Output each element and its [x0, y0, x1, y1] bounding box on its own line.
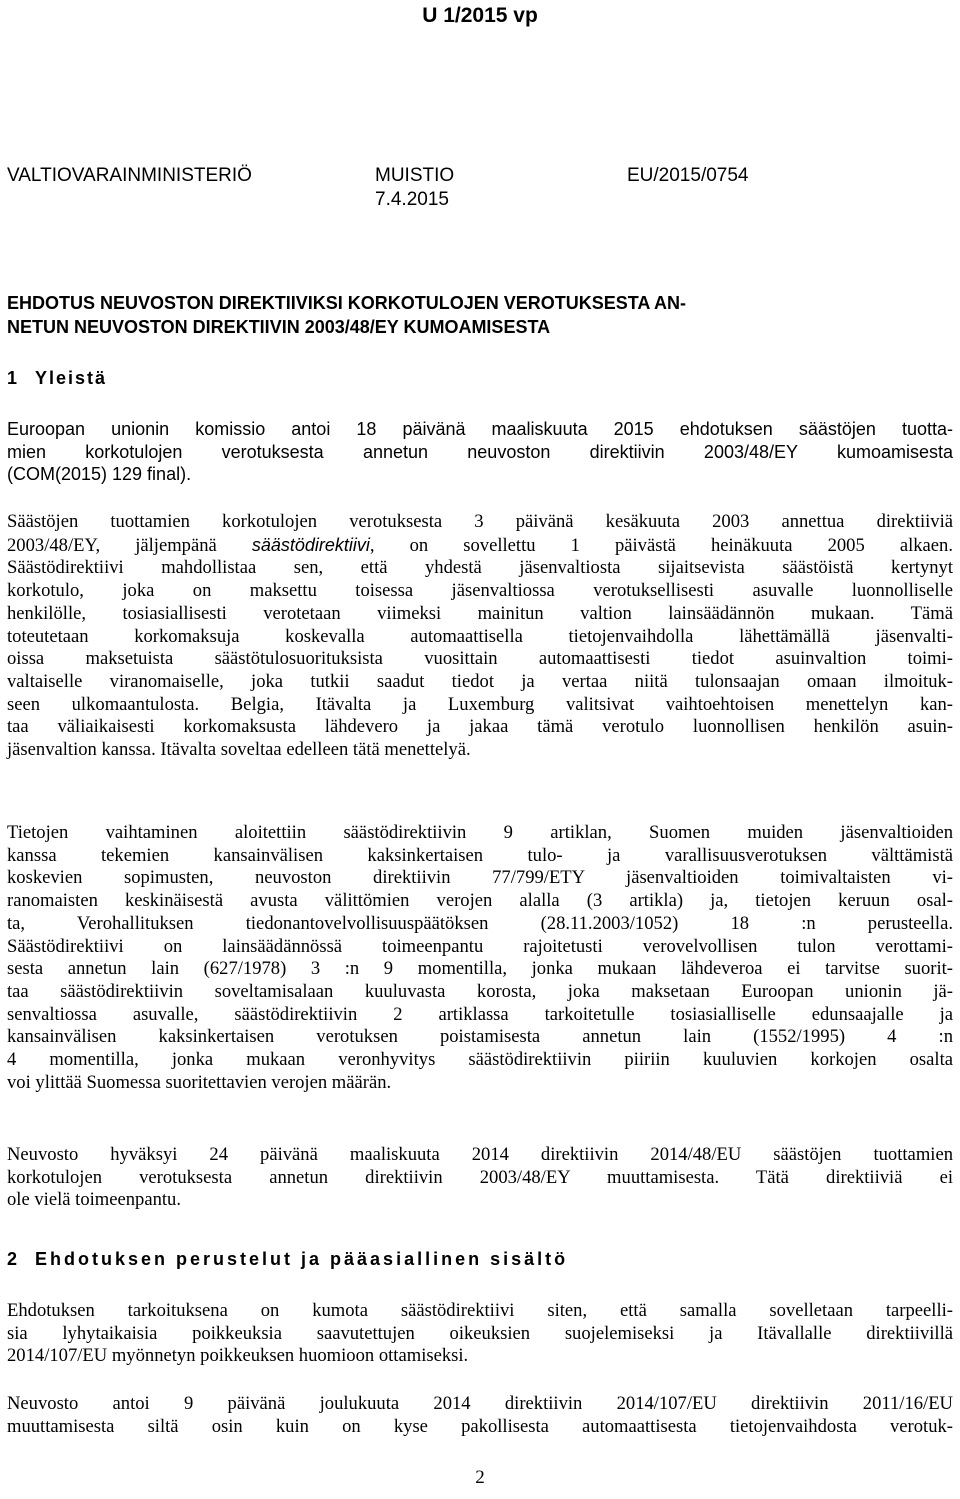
section-heading-rationale	[7, 1247, 568, 1271]
paragraph-line: Säästödirektiivi on lainsäädännössä toimeenpantu rajoitetusti verovelvollisen tulon verottami-	[7, 935, 953, 957]
header-date: 7.4.2015	[375, 189, 449, 210]
header-document-type: MUISTIO	[375, 165, 455, 186]
paragraph-line: toteutetaan korkomaksuja koskevalla automaattisella tietojenvaihdolla lähettämällä jäsenvalti-	[7, 625, 953, 647]
section-number: 1	[7, 368, 18, 388]
paragraph-line: Euroopan unionin komissio antoi 18 päivänä maaliskuuta 2015 ehdotuksen säästöjen tuotta-	[7, 419, 953, 439]
paragraph-line: oissa maksetuista säästötulosuorituksista vuosittain automaattisesti tiedot asuinvaltion toimi-	[7, 648, 953, 670]
paragraph-line: Neuvosto antoi 9 päivänä joulukuuta 2014 direktiivin 2014/107/EU direktiivin 2011/16/EU	[7, 1393, 953, 1414]
paragraph-line	[7, 534, 953, 558]
paragraph-line: voi ylittää Suomessa suoritettavien verojen määrän.	[7, 1071, 392, 1093]
page-number: 2	[475, 1467, 485, 1488]
paragraph-proposal-intro	[7, 418, 953, 486]
paragraph-line: henkilölle, tosiasiallisesti verotetaan viimeksi mainitun valtion lainsäädännön mukaan. Tämä	[7, 602, 953, 624]
paragraph-line: kansainvälisen kaksinkertaisen verotuksen poistamisesta annetun lain (1552/1995) 4 :n	[7, 1026, 953, 1048]
paragraph-line: seen ulkomaantulosta. Belgia, Itävalta ja Luxemburg valitsivat vaihtoehtoisen menettelyn kan-	[7, 693, 953, 715]
paragraph-line: (COM(2015) 129 final).	[7, 464, 192, 485]
paragraph-line: ta, Verohallituksen tiedonantovelvollisuuspäätöksen (28.11.2003/1052) 18 :n perusteella.	[7, 912, 953, 934]
paragraph-line: taa väliaikaisesti korkomaksusta lähdevero ja jakaa tämä verotulo luonnollisen henkilön asuin-	[7, 716, 953, 738]
paragraph-line: ole vielä toimeenpantu.	[7, 1189, 181, 1211]
text-run: 2003/48/EY, jäljempänä	[7, 534, 252, 556]
paragraph-line: korkotulojen verotuksesta annetun direktiivin 2003/48/EY muuttamisesta. Tätä direktiiviä ei	[7, 1166, 953, 1188]
paragraph-line: kanssa tekemien kansainvälisen kaksinkertaisen tulo- ja varallisuusverotuksen välttämistä	[7, 844, 953, 866]
text-run: , on sovellettu 1 päivästä heinäkuuta 2005 alkaen.	[369, 534, 953, 556]
section-title: Ehdotuksen perustelut ja pääasiallinen sisältö	[35, 1249, 569, 1269]
document-title	[7, 291, 953, 339]
paragraph-line: senvaltiossa asuvalle, säästödirektiivin 2 artiklassa tarkoitetulle tosiasialliselle edunsaajalle ja	[7, 1003, 953, 1025]
italic-term: säästödirektiivi	[251, 534, 370, 555]
paragraph-line: koskevien sopimusten, neuvoston direktiivin 77/799/ETY jäsenvaltioiden toimivaltaisten vi-	[7, 867, 953, 889]
paragraph-line: mien korkotulojen verotuksesta annetun neuvoston direktiivin 2003/48/EY kumoamisesta	[7, 441, 953, 462]
header-reference: EU/2015/0754	[627, 165, 749, 186]
header-organization: VALTIOVARAINMINISTERIÖ	[7, 165, 252, 186]
section-title: Yleistä	[35, 368, 108, 388]
paragraph-line: sia lyhytaikaisia poikkeuksia saavutettujen oikeuksien suojelemiseksi ja Itävallalle direktiivillä	[7, 1322, 953, 1344]
paragraph-line: Neuvosto hyväksyi 24 päivänä maaliskuuta 2014 direktiivin 2014/48/EU säästöjen tuottamien	[7, 1144, 953, 1165]
paragraph-line: muuttamisesta siltä osin kuin on kyse pakollisesta automaattisesta tietojenvaihdosta verotuk-	[7, 1415, 953, 1437]
paragraph-proposal-purpose	[7, 1300, 953, 1368]
paragraph-line: Ehdotuksen tarkoituksena on kumota säästödirektiivi siten, että samalla sovelletaan tarpeelli-	[7, 1300, 953, 1321]
title-line: NETUN NEUVOSTON DIREKTIIVIN 2003/48/EY KUMOAMISESTA	[7, 317, 551, 337]
paragraph-line: valtaiselle viranomaiselle, joka tutkii saadut tiedot ja vertaa niitä tulonsaajan omaan ilmoituk-	[7, 670, 953, 692]
paragraph-line: Säästödirektiivi mahdollistaa sen, että yhdestä jäsenvaltiosta sijaitsevista säästöistä kertynyt	[7, 557, 953, 579]
paragraph-savings-directive	[7, 511, 953, 762]
paragraph-line: Säästöjen tuottamien korkotulojen verotuksesta 3 päivänä kesäkuuta 2003 annettua direktiiviä	[7, 511, 953, 532]
paragraph-line: 4 momentilla, jonka mukaan veronhyvitys säästödirektiivin piiriin kuuluvien korkojen osalta	[7, 1049, 953, 1071]
paragraph-directive-2014-107	[7, 1393, 953, 1438]
document-id: U 1/2015 vp	[422, 4, 538, 27]
section-number: 2	[7, 1249, 18, 1269]
paragraph-line: sesta annetun lain (627/1978) 3 :n 9 momentilla, jonka mukaan lähdeveroa ei tarvitse suorit-	[7, 958, 953, 980]
paragraph-line: korkotulo, joka on maksettu toisessa jäsenvaltiossa verotuksellisesti asuvalle luonnolliselle	[7, 580, 953, 602]
paragraph-directive-2014-48	[7, 1144, 953, 1212]
paragraph-line: 2014/107/EU myönnetyn poikkeuksen huomioon ottamiseksi.	[7, 1345, 469, 1367]
paragraph-line: ranomaisten keskinäisestä avusta välittömien verojen alalla (3 artikla) ja, tietojen keruun osal-	[7, 890, 953, 912]
section-heading-general	[7, 366, 107, 390]
paragraph-line: taa säästödirektiivin soveltamisalaan kuuluvasta korosta, joka maksetaan Euroopan unionin jä-	[7, 980, 953, 1002]
title-line: EHDOTUS NEUVOSTON DIREKTIIVIKSI KORKOTULOJEN VEROTUKSESTA AN-	[7, 293, 687, 313]
paragraph-line: Tietojen vaihtaminen aloitettiin säästödirektiivin 9 artiklan, Suomen muiden jäsenvaltioiden	[7, 822, 953, 843]
paragraph-line: jäsenvaltion kanssa. Itävalta soveltaa edelleen tätä menettelyä.	[7, 739, 471, 761]
paragraph-information-exchange	[7, 822, 953, 1094]
